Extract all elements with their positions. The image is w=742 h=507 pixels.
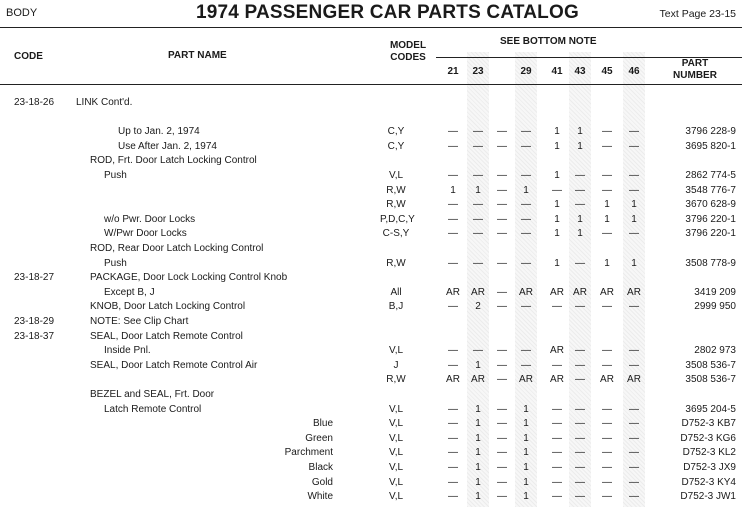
series-cell: 1: [554, 126, 560, 138]
series-cell: —: [497, 286, 507, 298]
part-number-cell: D752-3 KL2: [682, 447, 736, 459]
series-cell: —: [448, 199, 458, 211]
page-number: Text Page 23-15: [659, 8, 736, 20]
model-code-cell: V,L: [388, 170, 404, 181]
series-cell: —: [497, 126, 507, 138]
series-cell: —: [521, 213, 531, 225]
series-cell: 1: [604, 199, 610, 211]
series-cell: —: [497, 447, 507, 459]
series-header: 21: [447, 66, 459, 77]
part-name-cell: Push: [104, 170, 127, 181]
series-cell: —: [575, 462, 585, 473]
series-cell: —: [448, 418, 458, 430]
part-name-cell: Except B, J: [104, 286, 155, 298]
series-cell: 1: [604, 213, 610, 225]
series-cell: —: [473, 213, 483, 225]
series-header: 23: [472, 66, 484, 77]
model-code-cell: V,L: [388, 345, 404, 357]
series-cell: AR: [627, 286, 641, 298]
series-cell: —: [575, 170, 585, 181]
table-row: [0, 359, 742, 373]
series-cell: —: [575, 345, 585, 357]
header-rule: [0, 27, 742, 28]
part-number-cell: 3508 536-7: [685, 374, 736, 386]
series-cell: —: [602, 345, 612, 357]
table-row: [0, 344, 742, 358]
part-number-cell: 3419 209: [694, 286, 736, 298]
series-cell: —: [552, 184, 562, 196]
series-cell: AR: [627, 374, 641, 386]
section-label: BODY: [6, 7, 38, 19]
series-cell: 1: [523, 403, 529, 415]
series-cell: —: [552, 476, 562, 488]
series-cell: —: [629, 491, 639, 503]
series-cell: 1: [523, 476, 529, 488]
table-row: [0, 373, 742, 387]
series-cell: 1: [475, 432, 481, 444]
table-row: [0, 227, 742, 241]
series-cell: —: [497, 213, 507, 225]
series-cell: —: [497, 199, 507, 211]
series-cell: —: [602, 228, 612, 240]
table-row: [0, 184, 742, 198]
part-number-cell: 3796 220-1: [685, 213, 736, 225]
table-row: [0, 169, 742, 183]
series-cell: 2: [475, 301, 481, 313]
series-cell: —: [497, 140, 507, 152]
series-cell: —: [602, 462, 612, 473]
series-cell: 1: [631, 199, 637, 211]
part-name-cell: Use After Jan. 2, 1974: [118, 140, 217, 152]
series-cell: —: [575, 359, 585, 371]
part-number-cell: 2999 950: [694, 301, 736, 313]
series-cell: 1: [523, 418, 529, 430]
series-cell: —: [473, 126, 483, 138]
series-cell: —: [448, 228, 458, 240]
series-cell: —: [575, 447, 585, 459]
part-name-cell: Latch Remote Control: [104, 403, 202, 415]
series-cell: —: [448, 170, 458, 181]
model-code-cell: V,L: [388, 462, 404, 473]
series-cell: 1: [475, 491, 481, 503]
model-code-cell: V,L: [388, 418, 404, 430]
part-name-cell: Gold: [311, 476, 333, 488]
table-row: [0, 432, 742, 446]
part-number-column-header: PART NUMBER: [673, 58, 717, 81]
series-cell: —: [521, 170, 531, 181]
series-cell: —: [448, 359, 458, 371]
series-cell: —: [473, 140, 483, 152]
column-header-rule: [0, 84, 742, 85]
series-cell: —: [497, 170, 507, 181]
series-cell: —: [497, 345, 507, 357]
table-row: [0, 461, 742, 475]
series-cell: 1: [554, 228, 560, 240]
series-cell: —: [448, 345, 458, 357]
series-cell: —: [521, 345, 531, 357]
series-cell: —: [575, 257, 585, 269]
series-cell: AR: [519, 374, 533, 386]
model-code-cell: V,L: [388, 491, 404, 503]
series-cell: 1: [554, 199, 560, 211]
part-number-cell: 3695 820-1: [685, 140, 736, 152]
part-name-cell: SEAL, Door Latch Remote Control: [90, 330, 243, 342]
series-cell: 1: [475, 447, 481, 459]
table-row: [0, 140, 742, 154]
table-row: [0, 286, 742, 300]
model-code-cell: C,Y: [387, 126, 405, 138]
code-cell: 23-18-37: [14, 330, 55, 342]
series-cell: 1: [475, 418, 481, 430]
series-cell: 1: [475, 359, 481, 371]
series-cell: —: [448, 476, 458, 488]
part-number-cell: 3670 628-9: [685, 199, 736, 211]
series-cell: —: [629, 126, 639, 138]
series-cell: —: [497, 184, 507, 196]
part-name-cell: ROD, Frt. Door Latch Locking Control: [90, 155, 257, 167]
part-number-cell: 3796 228-9: [685, 126, 736, 138]
table-row: [0, 198, 742, 212]
series-cell: —: [602, 432, 612, 444]
table-row: [0, 271, 742, 285]
series-cell: AR: [550, 374, 564, 386]
table-row: [0, 125, 742, 139]
table-row: [0, 96, 742, 110]
series-cell: —: [521, 359, 531, 371]
code-cell: 23-18-29: [14, 316, 55, 327]
series-cell: —: [497, 374, 507, 386]
part-number-cell: 3548 776-7: [685, 184, 736, 196]
series-cell: —: [521, 140, 531, 152]
series-cell: 1: [523, 491, 529, 503]
model-code-cell: V,L: [388, 403, 404, 415]
series-cell: —: [629, 301, 639, 313]
series-cell: AR: [519, 286, 533, 298]
series-cell: —: [497, 462, 507, 473]
part-number-cell: D752-3 KB7: [681, 418, 736, 430]
part-name-cell: Green: [305, 432, 333, 444]
series-cell: 1: [554, 257, 560, 269]
series-cell: —: [602, 359, 612, 371]
series-cell: —: [521, 301, 531, 313]
series-cell: —: [602, 301, 612, 313]
series-cell: —: [602, 126, 612, 138]
series-cell: 1: [523, 462, 529, 473]
part-number-cell: 2862 774-5: [685, 170, 736, 181]
series-cell: —: [629, 447, 639, 459]
series-header: 43: [574, 66, 586, 77]
series-cell: —: [575, 403, 585, 415]
series-cell: —: [497, 301, 507, 313]
code-cell: 23-18-26: [14, 97, 55, 108]
series-cell: —: [552, 359, 562, 371]
series-cell: —: [629, 345, 639, 357]
part-name-cell: Inside Pnl.: [104, 345, 151, 357]
model-code-cell: All: [390, 286, 402, 298]
model-code-cell: V,L: [388, 432, 404, 444]
series-cell: —: [552, 301, 562, 313]
series-header: 45: [601, 66, 613, 77]
series-cell: —: [629, 140, 639, 152]
series-cell: —: [448, 432, 458, 444]
series-cell: 1: [475, 403, 481, 415]
series-cell: —: [521, 126, 531, 138]
model-code-cell: B,J: [388, 301, 404, 313]
series-cell: —: [473, 170, 483, 181]
series-cell: AR: [600, 286, 614, 298]
series-cell: 1: [554, 170, 560, 181]
series-cell: —: [575, 199, 585, 211]
part-name-cell: BEZEL and SEAL, Frt. Door: [90, 389, 215, 400]
table-row: [0, 154, 742, 168]
series-cell: —: [629, 418, 639, 430]
part-number-cell: 3796 220-1: [685, 228, 736, 240]
part-name-cell: Push: [104, 257, 127, 269]
series-cell: 1: [475, 462, 481, 473]
part-name-cell: W/Pwr Door Locks: [104, 228, 187, 240]
series-cell: —: [629, 359, 639, 371]
series-cell: —: [473, 199, 483, 211]
series-cell: AR: [573, 286, 587, 298]
series-cell: 1: [577, 140, 583, 152]
model-code-cell: C,Y: [387, 140, 405, 152]
series-cell: —: [521, 199, 531, 211]
series-cell: AR: [600, 374, 614, 386]
table-row: [0, 388, 742, 402]
part-number-cell: D752-3 JW1: [680, 491, 736, 503]
series-header: 29: [520, 66, 532, 77]
series-cell: —: [602, 170, 612, 181]
series-cell: —: [629, 184, 639, 196]
series-cell: —: [629, 432, 639, 444]
table-row: [0, 330, 742, 344]
series-cell: —: [602, 476, 612, 488]
series-cell: AR: [550, 286, 564, 298]
part-name-cell: w/o Pwr. Door Locks: [104, 213, 196, 225]
table-row: [0, 213, 742, 227]
model-code-cell: R,W: [386, 374, 406, 386]
series-cell: —: [497, 359, 507, 371]
series-cell: —: [497, 491, 507, 503]
part-number-cell: D752-3 KG6: [680, 432, 736, 444]
table-row: [0, 476, 742, 490]
series-cell: —: [448, 126, 458, 138]
series-header: 41: [551, 66, 563, 77]
series-cell: 1: [577, 213, 583, 225]
series-cell: —: [629, 228, 639, 240]
table-row: [0, 111, 742, 125]
part-name-cell: White: [307, 491, 333, 503]
series-cell: AR: [471, 374, 485, 386]
table-row: [0, 300, 742, 314]
series-cell: AR: [446, 286, 460, 298]
series-cell: 1: [554, 213, 560, 225]
model-code-cell: R,W: [386, 257, 406, 269]
table-row: [0, 315, 742, 329]
series-cell: —: [521, 228, 531, 240]
series-cell: —: [629, 462, 639, 473]
series-cell: —: [448, 491, 458, 503]
part-name-cell: Black: [308, 462, 333, 473]
series-cell: —: [473, 345, 483, 357]
series-cell: —: [473, 257, 483, 269]
part-number-cell: D752-3 JX9: [683, 462, 736, 473]
model-code-cell: V,L: [388, 447, 404, 459]
part-number-cell: D752-3 KY4: [681, 476, 736, 488]
part-name-cell: Blue: [312, 418, 333, 430]
table-row: [0, 403, 742, 417]
model-code-cell: C-S,Y: [382, 228, 410, 240]
series-cell: —: [629, 170, 639, 181]
part-name-cell: PACKAGE, Door Lock Locking Control Knob: [90, 272, 288, 284]
series-cell: —: [575, 418, 585, 430]
series-cell: —: [448, 213, 458, 225]
series-cell: —: [575, 432, 585, 444]
series-cell: —: [497, 228, 507, 240]
table-row: [0, 242, 742, 256]
series-cell: —: [497, 257, 507, 269]
series-cell: 1: [577, 228, 583, 240]
series-cell: —: [575, 374, 585, 386]
series-cell: —: [552, 432, 562, 444]
series-cell: —: [497, 403, 507, 415]
series-cell: —: [497, 476, 507, 488]
model-code-cell: J: [393, 359, 399, 371]
part-number-cell: 2802 973: [694, 345, 736, 357]
series-cell: —: [602, 184, 612, 196]
model-code-cell: R,W: [386, 199, 406, 211]
series-cell: 1: [475, 184, 481, 196]
series-cell: —: [552, 447, 562, 459]
series-cell: —: [575, 491, 585, 503]
series-cell: —: [552, 418, 562, 430]
part-number-cell: 3695 204-5: [685, 403, 736, 415]
part-name-cell: NOTE: See Clip Chart: [90, 316, 189, 327]
series-cell: —: [552, 462, 562, 473]
series-cell: 1: [604, 257, 610, 269]
series-cell: AR: [550, 345, 564, 357]
series-cell: 1: [554, 140, 560, 152]
model-code-cell: P,D,C,Y: [380, 213, 415, 225]
series-cell: —: [552, 403, 562, 415]
series-cell: 1: [450, 184, 456, 196]
series-cell: 1: [523, 447, 529, 459]
series-cell: —: [497, 432, 507, 444]
series-cell: —: [629, 403, 639, 415]
series-cell: 1: [523, 432, 529, 444]
part-name-cell: KNOB, Door Latch Locking Control: [90, 301, 246, 313]
part-number-cell: 3508 536-7: [685, 359, 736, 371]
series-cell: —: [448, 257, 458, 269]
series-cell: AR: [471, 286, 485, 298]
code-cell: 23-18-27: [14, 272, 55, 284]
series-cell: —: [552, 491, 562, 503]
part-name-cell: LINK Cont'd.: [76, 97, 133, 108]
series-cell: —: [575, 184, 585, 196]
model-code-cell: R,W: [386, 184, 406, 196]
model-code-cell: V,L: [388, 476, 404, 488]
table-row: [0, 257, 742, 271]
part-number-cell: 3508 778-9: [685, 257, 736, 269]
series-cell: —: [448, 301, 458, 313]
series-cell: 1: [577, 126, 583, 138]
part-name-cell: Parchment: [284, 447, 333, 459]
series-cell: —: [448, 462, 458, 473]
series-cell: —: [602, 491, 612, 503]
series-header: 46: [628, 66, 640, 77]
see-bottom-note-header: SEE BOTTOM NOTE: [500, 36, 597, 47]
table-row: [0, 417, 742, 431]
catalog-title: 1974 PASSENGER CAR PARTS CATALOG: [196, 2, 579, 23]
part-name-cell: Up to Jan. 2, 1974: [118, 126, 200, 138]
series-cell: —: [448, 447, 458, 459]
part-name-column-header: PART NAME: [168, 50, 227, 61]
code-column-header: CODE: [14, 51, 43, 62]
part-name-cell: SEAL, Door Latch Remote Control Air: [90, 359, 258, 371]
series-cell: —: [602, 140, 612, 152]
series-cell: —: [448, 140, 458, 152]
series-cell: —: [473, 228, 483, 240]
series-cell: —: [575, 476, 585, 488]
series-cell: —: [602, 447, 612, 459]
series-cell: 1: [475, 476, 481, 488]
table-row: [0, 446, 742, 460]
series-cell: 1: [631, 213, 637, 225]
series-cell: —: [602, 418, 612, 430]
part-name-cell: ROD, Rear Door Latch Locking Control: [90, 243, 264, 254]
series-cell: 1: [631, 257, 637, 269]
series-cell: —: [629, 476, 639, 488]
series-cell: —: [521, 257, 531, 269]
series-cell: —: [448, 403, 458, 415]
table-row: [0, 490, 742, 504]
series-cell: —: [575, 301, 585, 313]
model-codes-column-header: MODEL CODES: [389, 40, 427, 63]
series-cell: 1: [523, 184, 529, 196]
series-cell: —: [602, 403, 612, 415]
series-cell: AR: [446, 374, 460, 386]
series-cell: —: [497, 418, 507, 430]
